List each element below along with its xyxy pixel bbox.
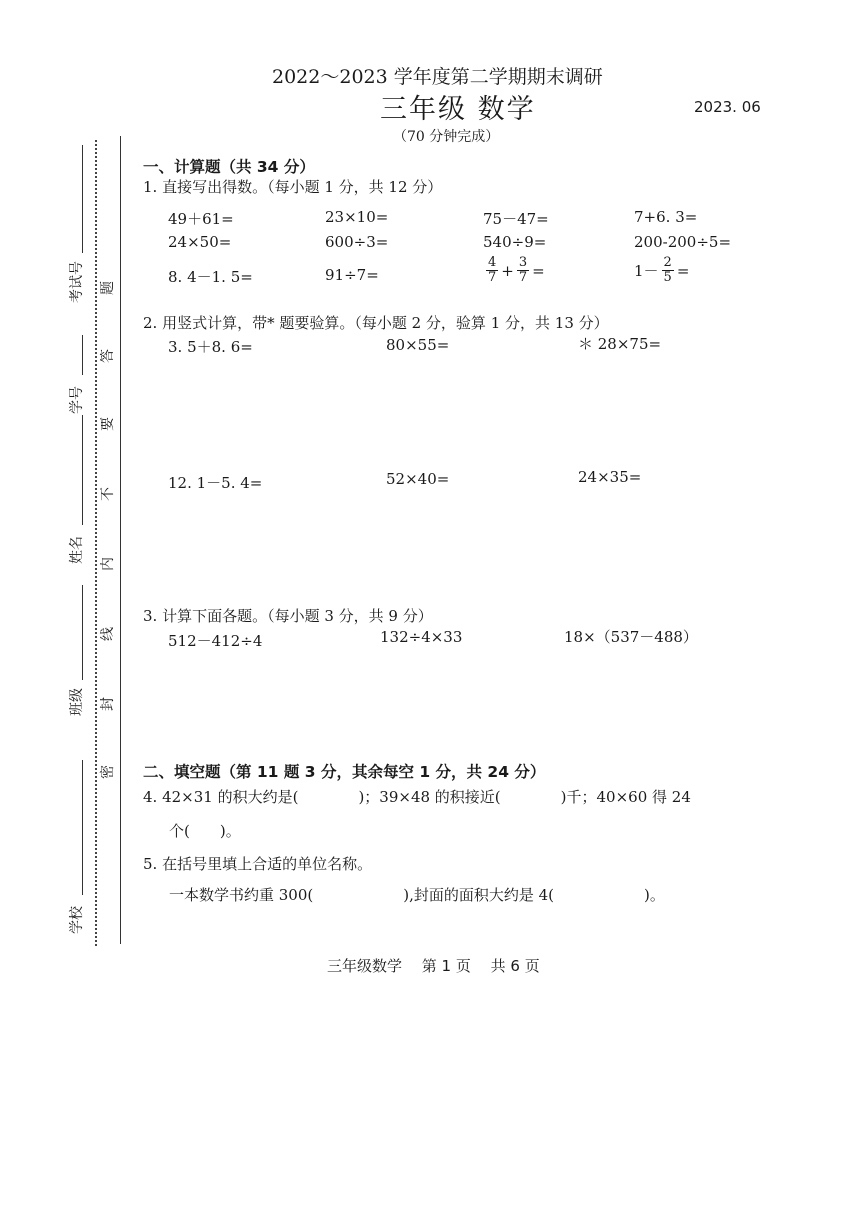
q1-item: 7+6. 3= [634,208,698,226]
label-school: 学校 [69,906,85,934]
q2-item: 3. 5＋8. 6= [168,338,253,356]
binding-solid-line [120,136,121,944]
seal-char: 要 [100,417,116,431]
q1-label: 1. 直接写出得数。（每小题 1 分，共 12 分） [143,178,443,196]
fraction: $\frac{2}{5}$ [663,255,672,286]
exam-title: 2022～2023 学年度第二学期期末调研 [272,66,603,88]
q3-label: 3. 计算下面各题。（每小题 3 分，共 9 分） [143,607,433,625]
field-exam-number [82,145,83,253]
q1-item: 49＋61= [168,210,234,228]
field-class [82,585,83,680]
q4-line-1: 4. 42×31 的积大约是( )；39×48 的积接近( )千；40×60 得 24 [143,788,691,806]
label-name: 姓名 [69,536,85,564]
q2-item: 52×40= [386,470,450,488]
seal-char: 封 [100,697,116,711]
q2-item: 12. 1－5. 4= [168,474,263,492]
q5-line: 一本数学书约重 300( ),封面的面积大约是 4( )。 [169,886,665,904]
seal-char: 答 [100,349,116,363]
q1-item: 600÷3= [325,233,389,251]
binding-dotted-line [95,140,97,946]
label-student-number: 学号 [69,386,85,414]
q4-line-2: 个( )。 [169,822,241,840]
exam-duration: （70 分钟完成） [393,129,500,145]
section-2-title: 二、填空题（第 11 题 3 分，其余每空 1 分，共 24 分） [143,763,546,781]
q3-item: 18×（537－488） [564,628,698,646]
label-class: 班级 [69,688,85,716]
exam-subtitle: 三年级 数学 [380,94,536,125]
q1-item: 24×50= [168,233,232,251]
field-school [82,760,83,895]
q1-fraction-subtraction: 1－ $\frac{2}{5}$ = [634,255,690,286]
q2-item: ＊ 28×75= [578,335,662,353]
q2-item: 80×55= [386,336,450,354]
q2-label: 2. 用竖式计算，带* 题要验算。（每小题 2 分，验算 1 分，共 13 分） [143,314,609,332]
q1-item: 8. 4－1. 5= [168,268,253,286]
q2-item: 24×35= [578,468,642,486]
fraction: $\frac{4}{7}$ [488,255,497,286]
label-exam-number: 考试号 [69,261,85,303]
q1-item: 75－47= [483,210,549,228]
q5-label: 5. 在括号里填上合适的单位名称。 [143,855,373,873]
field-student-number [82,335,83,375]
field-name [82,415,83,525]
fraction: $\frac{3}{7}$ [518,255,528,286]
q1-item: 200-200÷5= [634,233,732,251]
seal-char: 不 [100,487,116,501]
seal-char: 内 [100,557,116,571]
q1-item: 91÷7= [325,266,379,284]
q1-fraction-addition: $\frac{4}{7}$ + $\frac{3}{7}$ = [488,255,545,286]
q3-item: 132÷4×33 [380,628,463,646]
exam-date: 2023. 06 [694,98,761,116]
q1-item: 23×10= [325,208,389,226]
seal-char: 线 [100,627,116,641]
seal-char: 题 [100,281,116,295]
seal-char: 密 [100,765,116,779]
q1-item: 540÷9= [483,233,547,251]
page-footer: 三年级数学 第 1 页 共 6 页 [327,957,540,975]
q3-item: 512－412÷4 [168,632,263,650]
section-1-title: 一、计算题（共 34 分） [143,158,315,176]
